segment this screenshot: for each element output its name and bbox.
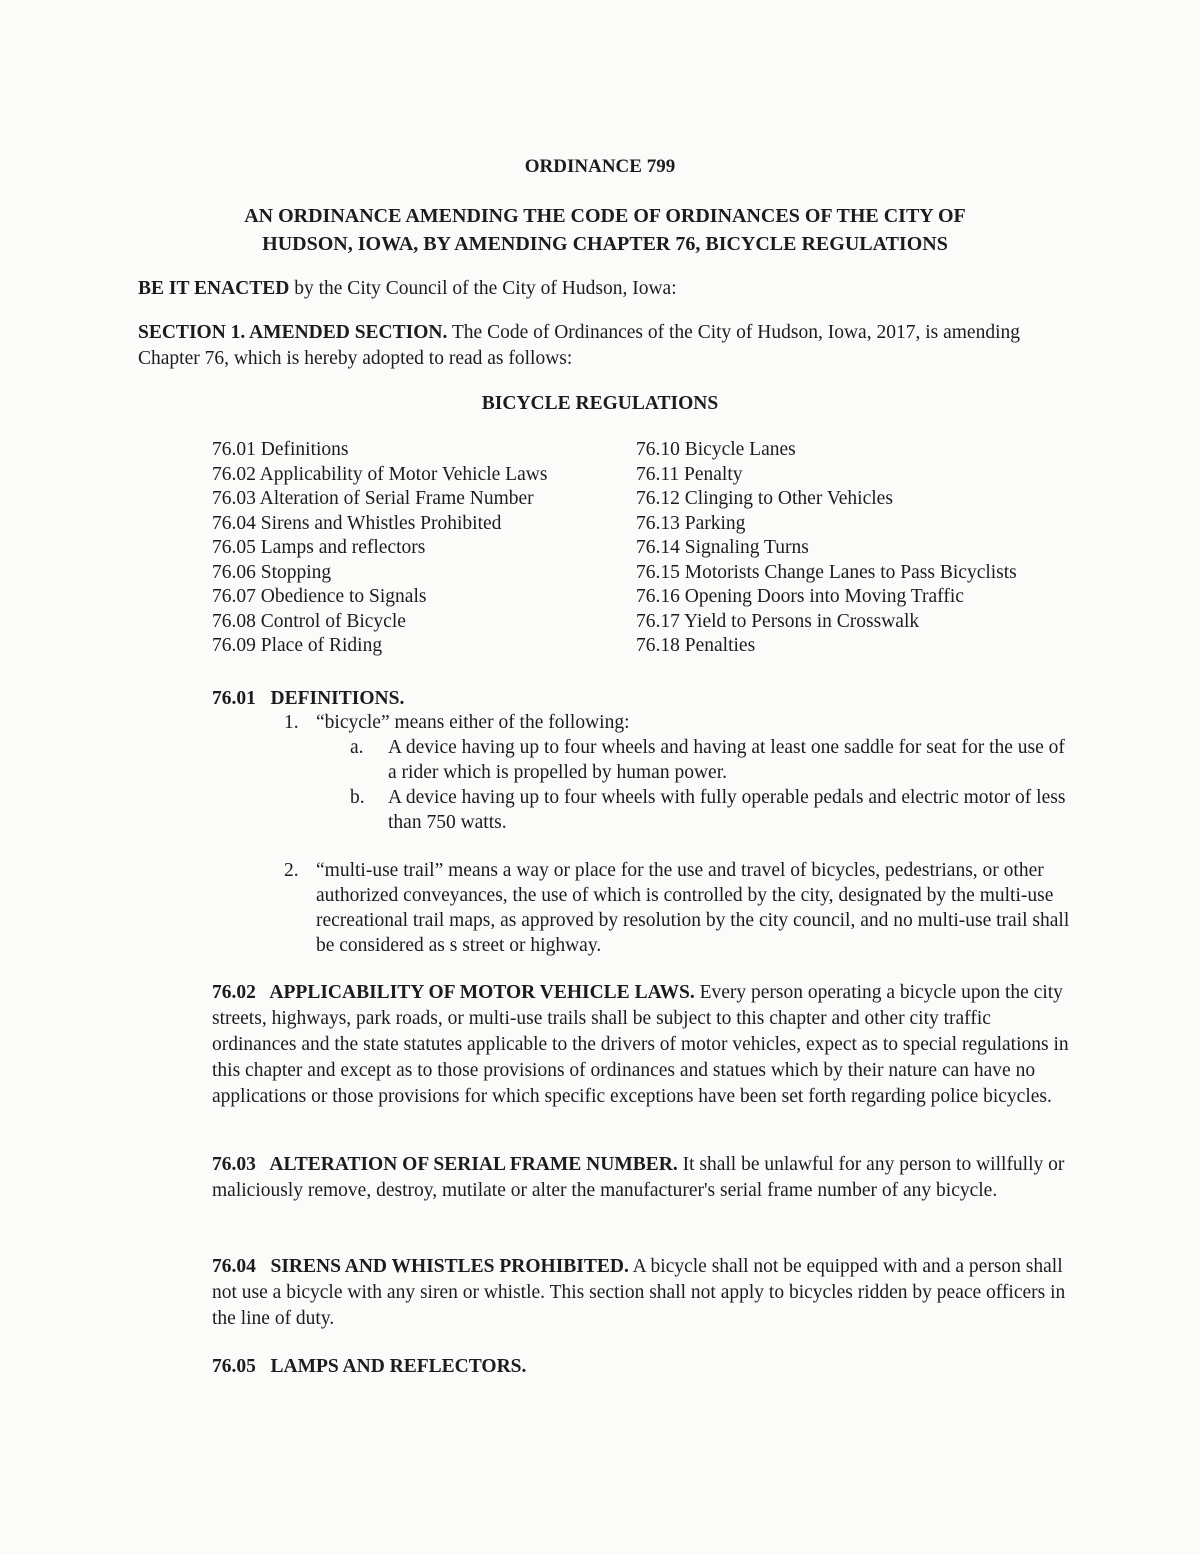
section-76-03-text: It shall be unlawful for any person to willfully or maliciously remove, destroy, mutilate or alter the manufacturer's serial frame number of any bicycle. [212,1154,1065,1201]
definition-item-1a-label: a. [350,737,364,758]
section-76-03 [212,1152,1072,1204]
toc-item: 76.11 Penalty [636,463,743,485]
enactment-text: by the City Council of the City of Hudson, Iowa: [289,278,677,299]
definition-item-1 [284,710,1084,835]
toc-item: 76.06 Stopping [212,561,332,583]
section-1-text: The Code of Ordinances of the City of Hudson, Iowa, 2017, is amending Chapter 76, which is hereby adopted to read as follows: [138,322,1020,369]
toc-item: 76.13 Parking [636,512,746,534]
definition-item-1b-label: b. [350,787,365,808]
toc-item: 76.03 Alteration of Serial Frame Number [212,488,534,509]
section-1-heading: SECTION 1. AMENDED SECTION. [138,322,448,343]
definition-item-2 [284,858,1084,958]
definition-item-2-text: “multi-use trail” means a way or place for the use and travel of bicycles, pedestrians, or other authorized conveyances, the use of which is controlled by the city, designated by the multi-use recreational trail maps, as approved by resolution by the city council, and no multi-use trail shall be considered as s street or highway. [316,860,1070,956]
chapter-heading: BICYCLE REGULATIONS [481,393,719,414]
ordinance-title-line-1: AN ORDINANCE AMENDING THE CODE OF ORDINANCES OF THE CITY OF [244,205,966,227]
toc-item: 76.10 Bicycle Lanes [636,439,796,460]
toc-item: 76.05 Lamps and reflectors [212,537,426,558]
definition-item-1a-text: A device having up to four wheels and having at least one saddle for seat for the use of a rider which is propelled by human power. [388,737,1065,783]
toc-item: 76.16 Opening Doors into Moving Traffic [636,586,964,607]
toc-item: 76.15 Motorists Change Lanes to Pass Bicyclists [636,561,1017,583]
section-76-04 [212,1254,1072,1332]
section-76-04-heading: 76.04 SIRENS AND WHISTLES PROHIBITED. [212,1256,629,1277]
enactment-lead: BE IT ENACTED [138,278,290,299]
toc-item: 76.14 Signaling Turns [636,537,809,558]
definition-item-1-text: “bicycle” means either of the following: [316,712,630,733]
toc-item: 76.08 Control of Bicycle [212,610,406,632]
section-76-04-text: A bicycle shall not be equipped with and a person shall not use a bicycle with any siren or whistle. This section shall not apply to bicycles ridden by peace officers in the line of duty. [212,1256,1066,1329]
toc-item: 76.12 Clinging to Other Vehicles [636,488,893,509]
enactment-clause [138,276,1118,302]
table-of-contents-right [636,438,1086,659]
ordinance-title [205,202,1005,258]
table-of-contents-left [212,438,632,659]
definition-item-1b [350,785,1068,835]
toc-item: 76.17 Yield to Persons in Crosswalk [636,610,920,632]
definition-item-1-number: 1. [284,712,299,733]
toc-item: 76.01 Definitions [212,439,349,460]
section-76-02 [212,980,1072,1110]
toc-item: 76.04 Sirens and Whistles Prohibited [212,512,502,534]
toc-item: 76.07 Obedience to Signals [212,586,427,607]
section-1 [138,320,1058,372]
ordinance-title-line-2: HUDSON, IOWA, BY AMENDING CHAPTER 76, BICYCLE REGULATIONS [262,233,948,255]
toc-item: 76.02 Applicability of Motor Vehicle Laws [212,463,548,485]
section-76-05-heading: 76.05 LAMPS AND REFLECTORS. [212,1356,527,1377]
definition-item-2-number: 2. [284,860,299,881]
ordinance-number: ORDINANCE 799 [524,156,676,177]
toc-item: 76.09 Place of Riding [212,635,383,656]
section-76-02-heading: 76.02 APPLICABILITY OF MOTOR VEHICLE LAWS. [212,982,695,1003]
section-76-01-heading: 76.01 DEFINITIONS. [212,688,405,709]
definition-item-1a [350,735,1068,785]
toc-item: 76.18 Penalties [636,635,756,656]
definition-item-1b-text: A device having up to four wheels with fully operable pedals and electric motor of less than 750 watts. [388,787,1066,833]
section-76-02-text: Every person operating a bicycle upon the city streets, highways, park roads, or multi-use trails shall be subject to this chapter and other city traffic ordinances and the state statutes applicable to the drivers of motor vehicles, expect as to special regulations in this chapter and except as to those provisions of ordinances and statues which by their nature can have no applications or those provisions for which specific exceptions have been set forth regarding police bicycles. [212,982,1069,1107]
section-76-03-heading: 76.03 ALTERATION OF SERIAL FRAME NUMBER. [212,1154,678,1175]
